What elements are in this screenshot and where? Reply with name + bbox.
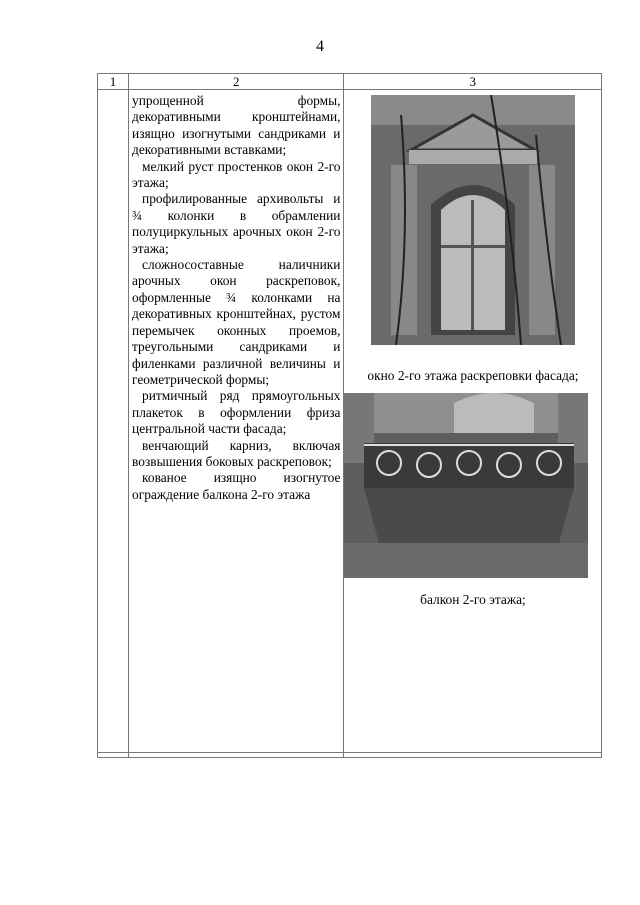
photo-caption: балкон 2-го этажа; bbox=[420, 592, 526, 607]
text-item: сложносоставные наличники арочных окон раскреповок, оформленные ¾ колонками на декоративных кронштейнах, рустом перемычек оконных проемов, треугольными сандриками и филенками различной величины и геометрической формы; bbox=[132, 257, 341, 387]
column-header-1: 1 bbox=[98, 74, 129, 90]
text-item: упрощенной формы, декоративными кронштейнами, изящно изогнутыми сандриками и декоративными вставками; bbox=[132, 93, 341, 158]
window-photo bbox=[371, 95, 575, 345]
heritage-table bbox=[97, 73, 602, 758]
column-2-cell bbox=[129, 90, 344, 758]
column-header-2: 2 bbox=[129, 74, 344, 90]
column-1-cell bbox=[98, 90, 129, 758]
column-3-cell bbox=[344, 90, 602, 758]
text-item: ритмичный ряд прямоугольных плакеток в оформлении фриза центральной части фасада; bbox=[132, 388, 341, 437]
table-header-row bbox=[98, 74, 602, 90]
photo-caption: окно 2-го этажа раскреповки фасада; bbox=[367, 368, 579, 383]
text-item: мелкий руст простенков окон 2-го этажа; bbox=[132, 158, 341, 191]
page-number: 4 bbox=[316, 38, 324, 55]
table-body-row bbox=[98, 90, 602, 758]
table-bottom-rule bbox=[97, 752, 602, 753]
column-header-3: 3 bbox=[344, 74, 602, 90]
text-item: венчающий карниз, включая возвышения боковых раскреповок; bbox=[132, 437, 341, 469]
text-item: кованое изящно изогнутое ограждение балкона 2-го этажа bbox=[132, 470, 341, 502]
balcony-photo bbox=[344, 393, 588, 578]
text-item: профилированные архивольты и ¾ колонки в обрамлении полуциркульных арочных окон 2-го этажа; bbox=[132, 191, 341, 256]
